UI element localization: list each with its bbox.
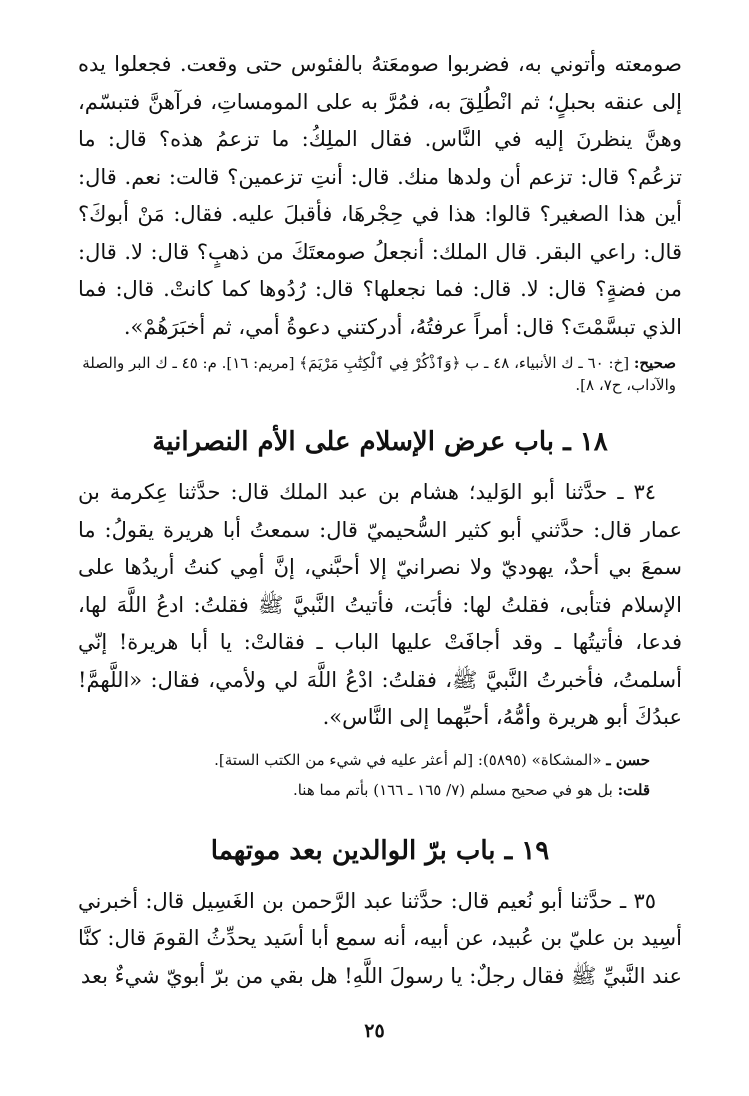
note-text-sahih: [خ: ٦٠ ـ ك الأنبياء، ٤٨ ـ ب ﴿وَٱذْكُرْ فِي ٱلْكِتَٰبِ مَرْيَمَ﴾ [مريم: ١٦]. م: ٤٥ ـ ك البر والصلة والآداب، ح٧، ٨]. [82, 354, 676, 394]
page-number: ٢٥ [364, 1020, 385, 1042]
chapter-heading-18: ١٨ ـ باب عرض الإسلام على الأم النصرانية [152, 427, 608, 457]
note-label-sahih: صحيح: [633, 354, 676, 372]
chapter-heading-19: ١٩ ـ باب برّ الوالدين بعد موتهما [210, 835, 550, 866]
note-text-qultu: بل هو في صحيح مسلم (٧/ ١٦٥ ـ ١٦٦) بأتم مما هنا. [292, 780, 613, 799]
note-hasan [78, 745, 650, 775]
note-text-hasan: «المشكاة» (٥٨٩٥): [لم أعثر عليه في شيء من الكتب الستة]. [214, 750, 602, 769]
book-page [78, 46, 682, 995]
takhrij-note-sahih [78, 352, 682, 396]
hadith-35: ٣٥ ـ حدَّثنا أبو نُعيم قال: حدَّثنا عبد الرَّحمن بن الغَسِيل قال: أخبرني أسِيد بن عليّ بن عُبيد، عن أبيه، أنه سمع أبا أسَيد يحدِّثُ القومَ قال: كنَّا عند النَّبيِّ ﷺ فقال رجلٌ: يا رسولَ اللَّهِ! هل بقي من برّ أبويّ شيءٌ بعد [78, 888, 682, 988]
note-label-hasan: حسن ـ [606, 750, 650, 769]
note-qultu [78, 775, 650, 805]
hadith-34: ٣٤ ـ حدَّثنا أبو الوَليد؛ هشام بن عبد الملك قال: حدَّثنا عِكرمة بن عمار قال: حدَّثني أبو كثير السُّحيميّ قال: سمعتُ أبا هريرة يقولُ: ما سمعَ بي أحدٌ، يهوديّ ولا نصرانيّ إلا أحبَّني، إنَّ أمِي كنتُ أريدُها على الإسلام فتأبى، فقلتُ لها: فأبَت، فأتيتُ النَّبيَّ ﷺ فقلتُ: ادعُ اللَّهَ لها، فدعا، فأتيتُها ـ وقد أجافَتْ عليها الباب ـ فقالتْ: يا أبا هريرة! إنّي أسلمتُ، فأخبرتُ النَّبيَّ ﷺ، فقلتُ: ادْعُ اللَّهَ لي ولأمي، فقال: «اللَّهمَّ! عبدُكَ أبو هريرة وأمُّهُ، أحبِّهما إلى النَّاس». [78, 480, 682, 729]
takhrij-notes-34 [78, 745, 682, 805]
intro-paragraph: صومعته وأتوني به، فضربوا صومعَتهُ بالفئوس حتى وقعت. فجعلوا يده إلى عنقه بحبلٍ؛ ثم انْطُلِقَ به، فمُرَّ به على المومساتِ، فرآهنَّ فتبسّم، وهنَّ ينظرنَ إليه في النَّاس. فقال الملِكُ: ما تزعمُ هذه؟ قال: ما تزعُم؟ قال: تزعم أن ولدها منك. قال: أنتِ تزعمين؟ قالت: نعم. قال: أين هذا الصغير؟ قالوا: هذا في حِجْرهَا، فأقبلَ عليه. فقال: مَنْ أبوكَ؟ قال: راعي البقر. قال الملك: أنجعلُ صومعتَكَ من ذهبٍ؟ قال: لا. قال: من فضةٍ؟ قال: لا. قال: فما نجعلها؟ قال: رُدُوها كما كانتْ. قال: فما الذي تبسَّمْتَ؟ قال: أمراً عرفتُهُ، أدركتني دعوةُ أمي، ثم أخبَرَهُمْ». [78, 52, 682, 339]
note-label-qultu: قلت: [617, 780, 650, 799]
